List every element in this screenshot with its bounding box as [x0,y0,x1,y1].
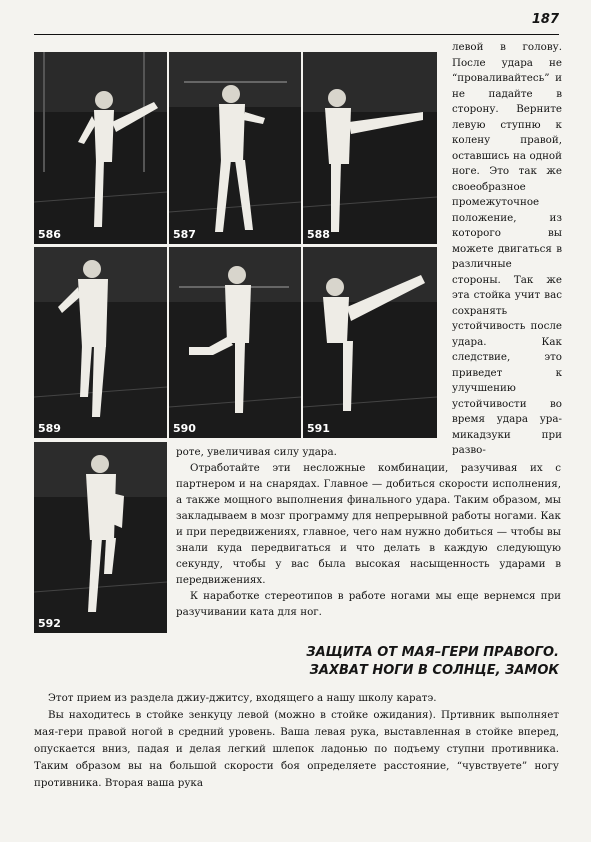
karate-figure-icon [169,52,301,244]
karate-figure-icon [34,52,167,244]
page-number: 187 [531,12,559,27]
header-rule [34,34,559,35]
photo-586 [34,52,167,244]
paragraph: Отработайте эти несложные комбинации, разучивая их с партнером и на снарядах. Главное — добиться скорости исполнения, а также мощного выполнения финального удара. Таким образом, мы закладываем в мозг программу для непрерывной работы ногами. Как и при передвижениях, главное, чего нам нужно добиться — чтобы вы знали куда передвигаться и что делать в каждую следующую секунду, чтобы у вас была высокая насыщенность ударами в передвижениях. [176,462,561,586]
photo-591 [303,247,437,438]
middle-text [176,444,561,620]
paragraph: Этот прием из раздела джиу-джитсу, входящего а нашу школу каратэ. [48,692,437,704]
photo-number: 587 [173,228,196,241]
bottom-text [34,690,559,792]
section-title [306,644,559,680]
karate-figure-icon [34,247,167,438]
photo-588 [303,52,437,244]
photo-number: 591 [307,422,330,435]
photo-590 [169,247,301,438]
paragraph-continuation: роте, увеличивая силу удара. [176,446,337,458]
karate-figure-icon [169,247,301,438]
karate-figure-icon [303,52,437,244]
photo-589 [34,247,167,438]
photo-number: 586 [38,228,61,241]
photo-number: 592 [38,617,61,630]
paragraph: К наработке стереотипов в работе ногами мы еще вернемся при разучивании ката для ног. [176,590,561,618]
paragraph: Вы находитесь в стойке зенкуцу левой (можно в стойке ожидания). Пртивник выполняет мая-гери правой ногой в средний уровень. Ваша левая рука, выставленная в стойке вперед, опускается вниз, падая и делая легкий шлепок ладонью по подъему ступни противника. Таким образом вы на большой скорости боя определяете расстояние, “чувствуете” ногу противника. Вторая ваша рука [34,709,559,789]
photo-number: 589 [38,422,61,435]
column-paragraph: левой в голову. После удара не “проваливайтесь” и не падайте в сторону. Верните левую ступню к колену правой, оставшись на одной ноге. Это так же своеобразное промежуточное положение, из которого вы можете двигаться в различные стороны. Так же эта стойка учит вас сохранять устойчивость после удара. Как следствие, это приведет к улучшению устойчивости во время удара ура-микадзуки при разво- [452,41,562,456]
photo-number: 588 [307,228,330,241]
photo-592 [34,442,167,633]
section-title-line: ЗАЩИТА ОТ МАЯ–ГЕРИ ПРАВОГО. [306,645,559,660]
photo-587 [169,52,301,244]
column-text [452,40,562,459]
section-title-line: ЗАХВАТ НОГИ В СОЛНЦЕ, ЗАМОК [309,663,559,678]
karate-figure-icon [303,247,437,438]
photo-number: 590 [173,422,196,435]
karate-figure-icon [34,442,167,633]
